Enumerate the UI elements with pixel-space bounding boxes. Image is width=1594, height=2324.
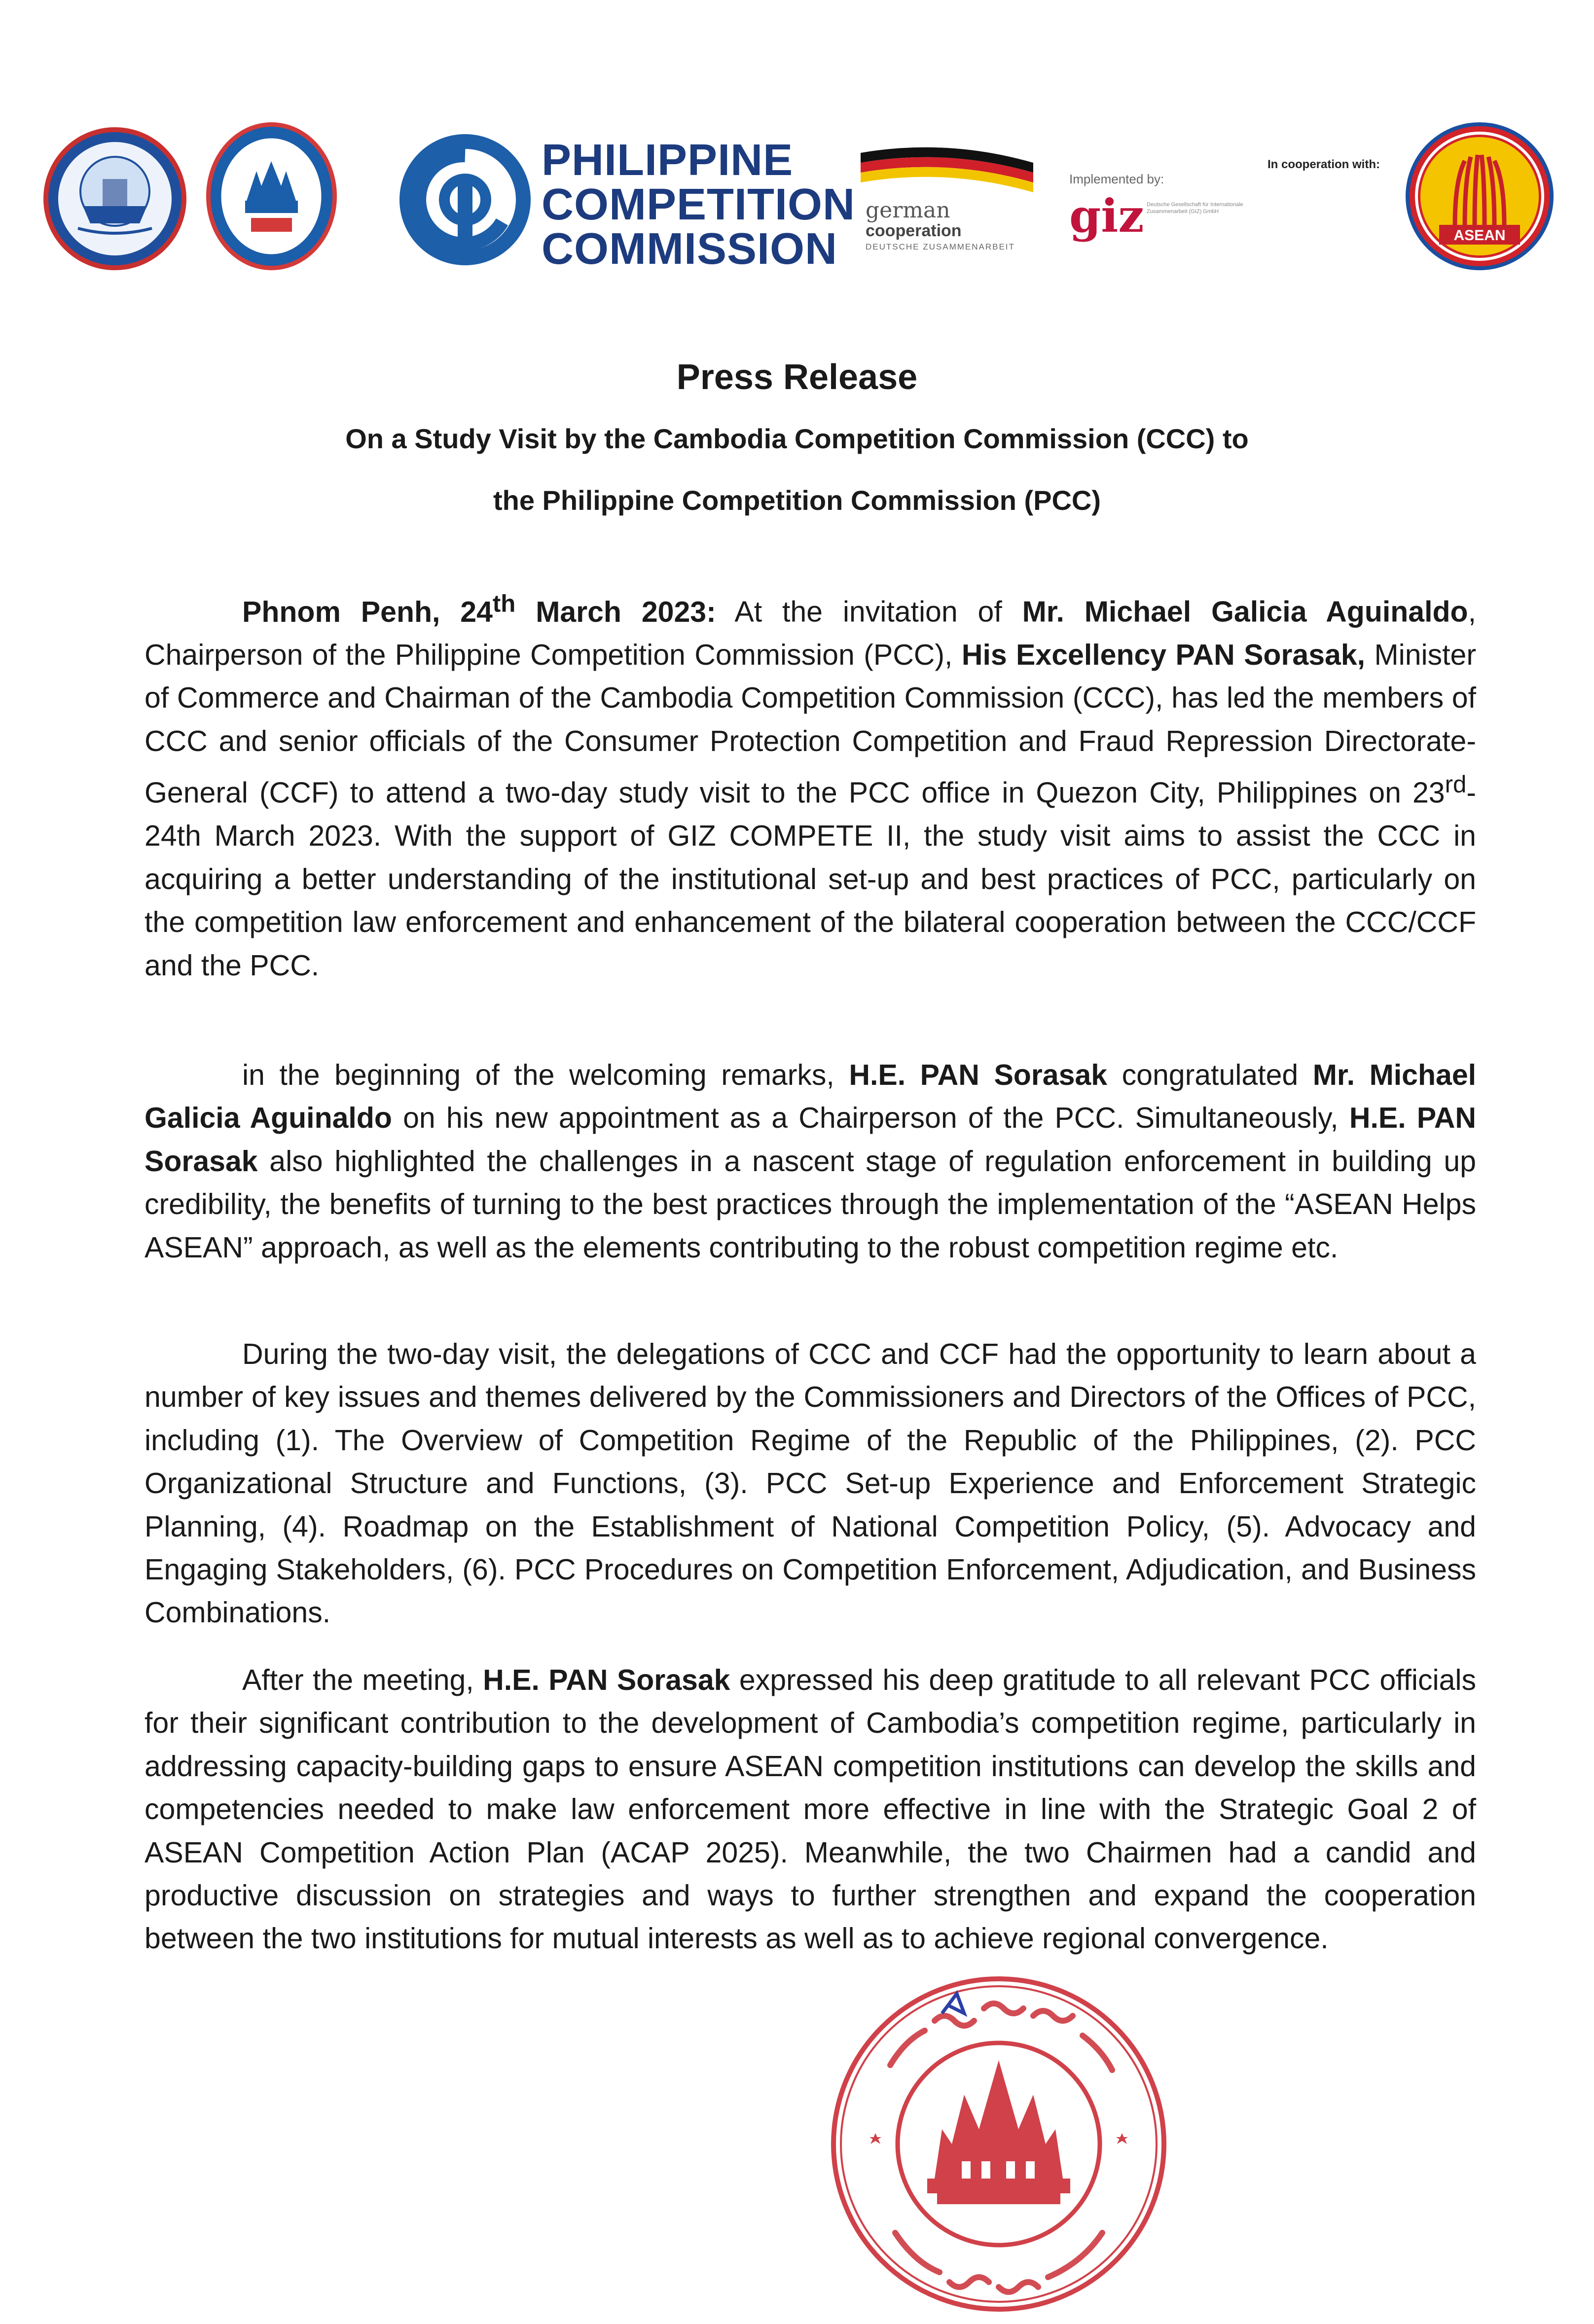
german-line: german bbox=[866, 198, 950, 223]
person-name: Mr. Michael Galicia Aguinaldo bbox=[1022, 595, 1468, 628]
paragraph-4: After the meeting, H.E. PAN Sorasak expressed his deep gratitude to all relevant PCC officials for their significant contribution to the development of Cambodia’s competition regime, particularly in addressing capacity-building gaps to ensure ASEAN competition institutions can develop the skills and competencies needed to make law enforcement more effective in line with the Strategic Goal 2 of ASEAN Competition Action Plan (ACAP 2025). Meanwhile, the two Chairmen had a candid and productive discussion on strategies and ways to further strengthen and expand the cooperation between the two institutions for mutual interests as well as to achieve regional convergence. bbox=[145, 1664, 1476, 1955]
person-name: H.E. PAN Sorasak bbox=[849, 1059, 1108, 1091]
dateline: Phnom Penh, 24th March 2023: bbox=[242, 590, 716, 628]
seal-icon bbox=[816, 1966, 1181, 2322]
pcc-wordmark-line3: COMMISSION bbox=[542, 224, 838, 274]
ship-emblem-icon bbox=[48, 132, 181, 265]
ccf-logo bbox=[206, 122, 337, 270]
asean-logo bbox=[1406, 122, 1554, 270]
cooperation-line: cooperation bbox=[866, 221, 962, 240]
ministry-of-commerce-logo bbox=[43, 127, 186, 270]
implemented-by-label: Implemented by: bbox=[1069, 172, 1164, 186]
pcc-wordmark bbox=[542, 136, 855, 274]
paragraph-1: Phnom Penh, 24th March 2023: At the invitation of Mr. Michael Galicia Aguinaldo, Chairperson of the Philippine Competition Commission (PCC), His Excellency PAN Sorasak, Minister of Commerce and Chairman of the Cambodia Competition Commission (CCC), has led the members of CCC and senior officials of the Consumer Protection Competition and Fraud Repression Directorate-General (CCF) to attend a two-day study visit to the PCC office in Quezon City, Philippines on 23rd-24th March 2023. With the support of GIZ COMPETE II, the study visit aims to assist the CCC in acquiring a better understanding of the institutional set-up and best practices of PCC, particularly on the competition law enforcement and enhancement of the bilateral cooperation between the CCC/CCF and the PCC. bbox=[145, 590, 1476, 982]
subtitle-line-1: On a Study Visit by the Cambodia Competition Commission (CCC) to bbox=[345, 423, 1249, 454]
pcc-logo-mark bbox=[398, 133, 532, 266]
person-name: Mr. Michael Galicia Aguinaldo bbox=[145, 1059, 1477, 1135]
asean-logo-text: ASEAN bbox=[1453, 227, 1506, 244]
person-name: H.E. PAN Sorasak bbox=[483, 1664, 730, 1696]
pcc-wordmark-line1: PHILIPPINE bbox=[542, 136, 794, 185]
deutsche-zusammenarbeit-line: DEUTSCHE ZUSAMMENARBEIT bbox=[866, 242, 1015, 251]
page-title: Press Release bbox=[676, 358, 918, 397]
giz-logo: giz bbox=[1069, 189, 1144, 243]
paragraph-3: During the two-day visit, the delegations of CCC and CCF had the opportunity to learn about a number of key issues and themes delivered by the Commissioners and Directors of the Offices of PCC, including (1). The Overview of Competition Regime of the Republic of the Philippines, (2). PCC Organizational Structure and Functions, (3). PCC Set-up Experience and Enforcement Strategic Planning, (4). Roadmap on the Establishment of National Competition Policy, (5). Advocacy and Engaging Stakeholders, (6). PCC Procedures on Competition Enforcement, Adjudication, and Business Combinations. bbox=[145, 1338, 1476, 1629]
pcc-wordmark-line2: COMPETITION bbox=[542, 180, 855, 229]
person-name: H.E. PAN Sorasak bbox=[145, 1102, 1476, 1178]
asean-rice-stalks-icon bbox=[1410, 126, 1550, 266]
ccf-emblem-icon bbox=[211, 127, 332, 266]
paragraph-2: in the beginning of the welcoming remarks, H.E. PAN Sorasak congratulated Mr. Michael Galicia Aguinaldo on his new appointment as a Chairperson of the PCC. Simultaneously, H.E. PAN Sorasak also highlighted the challenges in a nascent stage of regulation enforcement in building up credibility, the benefits of turning to the best practices through the implementation of the “ASEAN Helps ASEAN” approach, as well as the elements contributing to the robust competition regime etc. bbox=[145, 1059, 1477, 1264]
giz-fullname: Deutsche Gesellschaft für Internationale Zusammenarbeit (GIZ) GmbH bbox=[1147, 202, 1243, 215]
subtitle-line-2: the Philippine Competition Commission (PCC) bbox=[493, 485, 1101, 516]
german-cooperation-text bbox=[866, 200, 1015, 252]
official-seal-stamp bbox=[816, 1966, 1181, 2322]
person-name: His Excellency PAN Sorasak, bbox=[961, 639, 1366, 672]
in-cooperation-with-label: In cooperation with: bbox=[1268, 158, 1380, 171]
pcc-c-mark-icon bbox=[398, 133, 532, 266]
